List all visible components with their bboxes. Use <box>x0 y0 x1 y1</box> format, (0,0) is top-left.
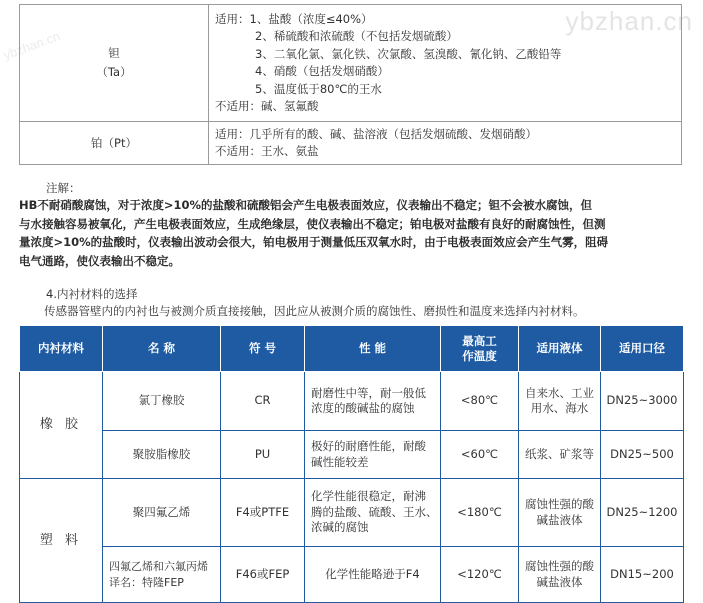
material-symbol: （Ta） <box>96 65 132 79</box>
note-title: 注解： <box>46 181 81 195</box>
performance-cell <box>305 547 441 603</box>
header-line: 最高工 <box>462 333 497 348</box>
note-line: 与水接触容易被氧化，产生电极表面效应，生成绝缘层，使仪表输出不稳定；铂电极对盐酸有良好的耐腐蚀性，但测 <box>19 216 606 231</box>
text-line: 碱盐液体 <box>536 512 583 527</box>
column-header: 性 能 <box>305 326 441 372</box>
category-cell: 橡 胶 <box>20 372 103 479</box>
watermark: ybzhan.cn <box>565 6 693 36</box>
note-line: 量浓度>10%的盐酸时，仪表输出波动会很大，铂电极用于测量低压双氧水时，由于电极表面效应会产生气雾，阻碍 <box>19 235 609 249</box>
liquid-cell <box>519 372 601 431</box>
material-name: 氯丁橡胶 <box>103 372 221 431</box>
text-line: 腾的盐酸、硫酸、王水、 <box>311 504 438 519</box>
column-header: 适用口径 <box>601 326 684 372</box>
list-item: 3、二氧化氯、氯化铁、次氯酸、氢溴酸、氰化钠、乙酸铅等 <box>255 46 562 61</box>
performance-cell <box>305 431 441 479</box>
text-line: 化学性能很稳定，耐沸 <box>311 489 426 504</box>
liquid-cell <box>519 479 601 547</box>
table-row <box>20 372 684 431</box>
performance-cell <box>305 479 441 547</box>
material-name-cell <box>20 5 209 122</box>
material-description-cell <box>209 122 682 165</box>
text-line: 四氟乙烯和六氟丙烯 <box>109 560 208 573</box>
material-name: 铂（Pt） <box>20 122 209 165</box>
material-symbol: F4或PTFE <box>221 479 305 547</box>
material-name: 聚胺脂橡胶 <box>103 431 221 479</box>
note-line: 电气通路，使仪表输出不稳定。 <box>19 253 180 268</box>
column-header: 适用液体 <box>519 326 601 372</box>
size-range: DN15~200 <box>601 547 684 603</box>
column-header: 名 称 <box>103 326 221 372</box>
max-temperature: <60℃ <box>441 431 519 479</box>
table-row <box>20 122 682 165</box>
category-cell: 塑 料 <box>20 479 103 603</box>
list-item: 1、盐酸（浓度≤40%） <box>249 11 373 26</box>
text-line: 自来水、工业 <box>525 385 594 400</box>
table-row <box>20 479 684 547</box>
size-range: DN25~1200 <box>601 479 684 547</box>
list-item: 5、温度低于80℃的王水 <box>255 81 382 96</box>
material-symbol: F46或FEP <box>221 547 305 603</box>
text-line: 用水、海水 <box>530 401 589 415</box>
text-line: 纸浆、矿浆等 <box>525 446 594 461</box>
material-name: 聚四氟乙烯 <box>103 479 221 547</box>
table-header-row <box>20 326 684 372</box>
max-temperature: <120℃ <box>441 547 519 603</box>
header-line: 作温度 <box>462 348 497 363</box>
text-line: 浓度的酸碱盐的腐蚀 <box>311 401 415 415</box>
lining-material-table <box>19 325 684 603</box>
watermark-small: ybzhan.cn <box>1 28 63 63</box>
material-name: 钽 <box>108 46 120 60</box>
table-row <box>20 547 684 603</box>
text-line: 腐蚀性强的酸 <box>525 559 594 573</box>
table-row <box>20 431 684 479</box>
text-line: 耐磨性中等，耐一般低 <box>311 385 426 400</box>
liquid-cell <box>519 547 601 603</box>
text-line: 碱盐液体 <box>536 574 583 589</box>
column-header <box>441 326 519 372</box>
column-header: 符 号 <box>221 326 305 372</box>
size-range: DN25~3000 <box>601 372 684 431</box>
text-line: 腐蚀性强的酸 <box>525 497 594 511</box>
size-range: DN25~500 <box>601 431 684 479</box>
section-title: 4.内衬材料的选择 <box>46 287 138 301</box>
section-body: 传感器管壁内的内衬也与被测介质直接接触，因此应从被测介质的腐蚀性、磨损性和温度来选择内衬材料。 <box>44 304 585 318</box>
note-line: HB不耐硝酸腐蚀，对于浓度>10%的盐酸和硫酸铝会产生电极表面效应，仪表输出不稳定；钽不会被水腐蚀，但 <box>19 198 593 212</box>
not-applicable-text: 不适用：碱、氢氟酸 <box>215 99 319 113</box>
not-applicable-text: 不适用：王水、氨盐 <box>215 144 319 158</box>
text-line: 碱性能较差 <box>311 454 369 469</box>
applicable-label: 适用： <box>215 11 250 26</box>
note-body <box>19 196 683 270</box>
performance-cell <box>305 372 441 431</box>
list-item: 4、硝酸（包括发烟硝酸） <box>255 64 389 78</box>
electrode-material-table <box>19 4 682 165</box>
table-row <box>20 5 682 122</box>
liquid-cell <box>519 431 601 479</box>
text-line: 化学性能略逊于F4 <box>325 566 420 581</box>
column-header: 内衬材料 <box>20 326 103 372</box>
material-symbol: CR <box>221 372 305 431</box>
text-line: 浓碱的腐蚀 <box>311 520 369 535</box>
material-symbol: PU <box>221 431 305 479</box>
list-item: 2、稀硫酸和浓硫酸（不包括发烟硫酸） <box>255 29 458 43</box>
material-name <box>103 547 221 603</box>
applicable-text: 适用：几乎所有的酸、碱、盐溶液（包括发烟硫酸、发烟硝酸） <box>215 126 537 141</box>
text-line: 极好的耐磨性能，耐酸 <box>311 439 426 453</box>
text-line: 译名：特隆FEP <box>109 575 184 589</box>
material-description-cell <box>209 5 682 122</box>
max-temperature: <180℃ <box>441 479 519 547</box>
max-temperature: <80℃ <box>441 372 519 431</box>
